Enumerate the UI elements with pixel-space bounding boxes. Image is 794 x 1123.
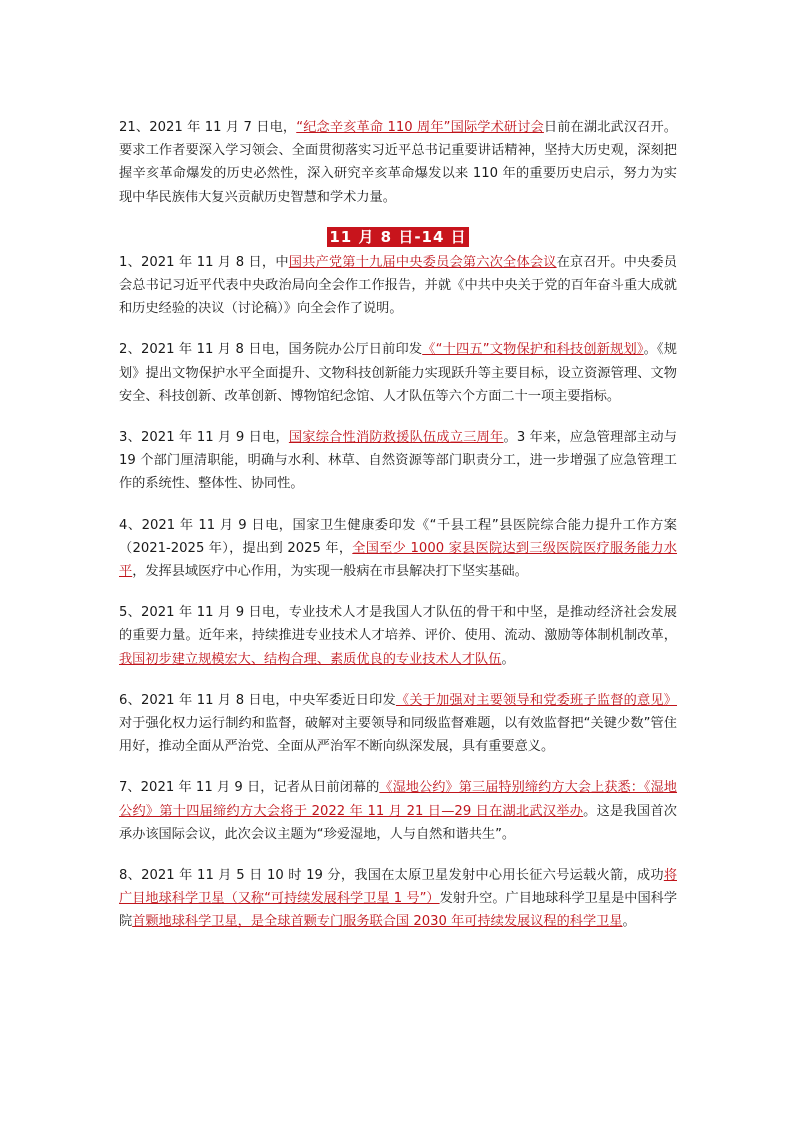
- item-text: 7、2021 年 11 月 9 日，记者从日前闭幕的: [119, 780, 380, 796]
- item-text: 2、2021 年 11 月 8 日电，国务院办公厅日前印发: [119, 342, 423, 358]
- news-item: [119, 514, 677, 584]
- item-highlight: 国家综合性消防救援队伍成立三周年: [288, 430, 504, 446]
- item-text: ，发挥县域医疗中心作用，为实现一般病在市县解决打下坚实基础。: [132, 564, 528, 580]
- section-header: [119, 227, 677, 249]
- item-highlight: 《关于加强对主要领导和党委班子监督的意见》: [395, 692, 677, 708]
- news-item: [119, 776, 677, 846]
- item-text: 8、2021 年 11 月 5 日 10 时 19 分，我国在太原卫星发射中心用长征六号运载火箭，成功: [119, 868, 664, 884]
- item-text: 4、2021 年 11 月 9 日电，国家卫生健康委印发《“千县工程”县医院综合能力提升工作方案（2021-2025 年），提出到 2025 年，: [119, 517, 677, 556]
- item-highlight: 国共产党第十九届中央委员会第六次全体会议: [288, 254, 557, 270]
- item-highlight: 《“十四五”文物保护和科技创新规划》: [422, 342, 644, 358]
- item-highlight: 首颗地球科学卫星，是全球首颗专门服务联合国 2030 年可持续发展议程的科学卫星: [132, 914, 623, 930]
- item-highlight: 全国至少 1000 家县医院达到三级医院医疗服务能力水平: [119, 540, 677, 580]
- item-text: 1、2021 年 11 月 8 日，中: [119, 254, 289, 270]
- item-text: 。《规划》提出文物保护水平全面提升、文物科技创新能力实现跃升等主要目标，设立资源管理、文物安全、科技创新、改革创新、博物馆纪念馆、人才队伍等六个方面二十一项主要指标。: [119, 342, 677, 404]
- item-text: 。这是我国首次承办该国际会议，此次会议主题为“珍爱湿地，人与自然和谐共生”。: [119, 803, 677, 842]
- section-header-label: 11 月 8 日-14 日: [329, 227, 467, 246]
- news-item: [119, 338, 677, 408]
- news-item-21: [119, 116, 677, 209]
- item-text: 。3 年来，应急管理部主动与 19 个部门厘清职能，明确与水利、林草、自然资源等部门职责分工，进一步增强了应急管理工作的系统性、整体性、协同性。: [119, 430, 677, 492]
- news-item: [119, 251, 677, 321]
- news-item: [119, 689, 677, 759]
- item-highlight: 将广目地球科学卫星（又称“可持续发展科学卫星 1 号”）: [119, 868, 677, 907]
- document-page: [119, 116, 677, 952]
- item-highlight: 我国初步建立规模宏大、结构合理、素质优良的专业技术人才队伍: [119, 651, 502, 667]
- item-text: 。: [501, 651, 515, 667]
- item-text: 3、2021 年 11 月 9 日电，: [119, 430, 289, 446]
- item-text: 发射升空。广目地球科学卫星是中国科学院: [119, 891, 678, 930]
- item-text: 21、2021 年 11 月 7 日电，: [119, 120, 297, 135]
- item-text: 6、2021 年 11 月 8 日电，中央军委近日印发: [119, 692, 396, 708]
- item-text: 。: [622, 914, 636, 930]
- news-item: [119, 864, 677, 934]
- item-highlight: “纪念辛亥革命 110 周年”国际学术研讨会: [296, 120, 544, 135]
- item-text: 对于强化权力运行制约和监督，破解对主要领导和同级监督难题，以有效监督把“关键少数”管住用好，推动全面从严治党、全面从严治军不断向纵深发展，具有重要意义。: [119, 716, 677, 755]
- item-highlight: 《湿地公约》第三届特别缔约方大会上获悉：《湿地公约》第十四届缔约方大会将于 2022 年 11 月 21 日—29 日在湖北武汉举办: [119, 780, 677, 819]
- item-text: 日前在湖北武汉召开。要求工作者要深入学习领会、全面贯彻落实习近平总书记重要讲话精神，坚持大历史观，深刻把握辛亥革命爆发的历史必然性，深入研究辛亥革命爆发以来 110 年的重要历史启示，努力为实现中华民族伟大复兴贡献历史智慧和学术力量。: [119, 120, 677, 205]
- news-item: [119, 426, 677, 496]
- item-text: 在京召开。中央委员会总书记习近平代表中央政治局向全会作工作报告，并就《中共中央关于党的百年奋斗重大成就和历史经验的决议（讨论稿）》向全会作了说明。: [119, 254, 677, 317]
- item-text: 5、2021 年 11 月 9 日电，专业技术人才是我国人才队伍的骨干和中坚，是推动经济社会发展的重要力量。近年来，持续推进专业技术人才培养、评价、使用、流动、激励等体制机制改革，: [119, 605, 677, 644]
- news-item: [119, 601, 677, 671]
